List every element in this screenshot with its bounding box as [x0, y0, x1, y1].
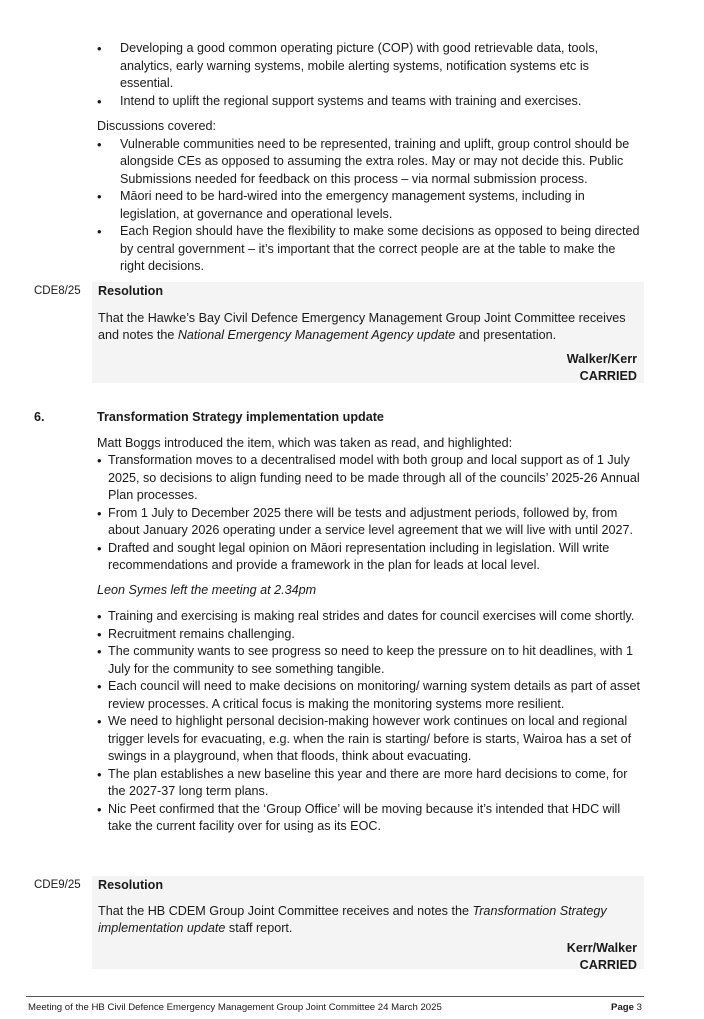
list-item: • Intend to uplift the regional support systems and teams with training and exercises. — [97, 93, 642, 111]
resolution-heading: Resolution — [98, 284, 164, 298]
footer-meeting-title: Meeting of the HB Civil Defence Emergency Management Group Joint Committee 24 March 2025 — [28, 1002, 442, 1013]
section-6 — [97, 409, 642, 836]
discussions-block — [97, 118, 642, 276]
page-number: Page 3 — [611, 1002, 642, 1013]
carried-status: CARRIED — [579, 958, 637, 972]
resolution-ref: CDE9/25 — [34, 879, 81, 891]
footer-divider — [26, 996, 644, 997]
section-bullet-list-b — [97, 608, 642, 836]
resolution-heading: Resolution — [98, 878, 164, 892]
list-item: • Recruitment remains challenging. — [97, 626, 642, 644]
list-item: • Vulnerable communities need to be represented, training and uplift, group control should be alongside CEs as opposed to assuming the extra roles. May or may not decide this. Public Submissions needed for feedback on this process – via normal submission process. — [97, 136, 642, 189]
list-item: • Drafted and sought legal opinion on Māori representation including in legislation. Will write recommendations and provide a framework in the plan for leads at local level. — [97, 540, 642, 575]
list-item: • From 1 July to December 2025 there will be tests and adjustment periods, followed by, from about January 2026 operating under a service level agreement that we will live with until 2027. — [97, 505, 642, 540]
top-bullet-list — [97, 40, 642, 110]
list-item: • We need to highlight personal decision-making however work continues on local and regional trigger levels for evacuating, e.g. when the rain is starting/ before is starts, Wairoa has a set of swings in a playground, when that floods, think about evacuating. — [97, 713, 642, 766]
list-item: • Each Region should have the flexibility to make some decisions as opposed to being directed by central government – it’s important that the correct people are at the table to make the right decisions. — [97, 223, 642, 276]
list-item: • The plan establishes a new baseline this year and there are more hard decisions to come, for the 2027-37 long term plans. — [97, 766, 642, 801]
resolution-box — [92, 282, 644, 383]
section-title: Transformation Strategy implementation update — [97, 410, 384, 424]
discussion-bullet-list — [97, 136, 642, 276]
top-bullet-block — [97, 40, 642, 110]
section-number: 6. — [34, 410, 45, 424]
discussions-label: Discussions covered: — [97, 119, 216, 133]
resolution-italic-title: Transformation Strategy implementation update — [98, 903, 607, 935]
resolution-box — [92, 876, 644, 972]
resolution-italic-title: National Emergency Management Agency update — [177, 328, 456, 342]
resolution-text: That the HB CDEM Group Joint Committee receives and notes the Transformation Strategy implementation update staff report. — [98, 903, 607, 935]
movers: Kerr/Walker — [566, 940, 637, 955]
list-item: • Developing a good common operating picture (COP) with good retrievable data, tools, analytics, early warning systems, mobile alerting systems, notification systems etc is essential. — [97, 40, 642, 93]
list-item: • Each council will need to make decisions on monitoring/ warning system details as part of asset review processes. A critical focus is making the monitoring systems more resilient. — [97, 678, 642, 713]
carried-status: CARRIED — [579, 369, 637, 383]
list-item: • Training and exercising is making real strides and dates for council exercises will come shortly. — [97, 608, 642, 626]
section-bullet-list-a — [97, 452, 642, 575]
movers: Walker/Kerr — [566, 351, 637, 366]
resolution-ref: CDE8/25 — [34, 285, 81, 297]
attendance-note: Leon Symes left the meeting at 2.34pm — [97, 582, 317, 597]
list-item: • Māori need to be hard-wired into the emergency management systems, including in legislation, at governance and operational levels. — [97, 188, 642, 223]
list-item: • Transformation moves to a decentralised model with both group and local support as of 1 July 2025, so decisions to align funding need to be made through all of the councils’ 2025-26 Annual Plan processes. — [97, 452, 642, 505]
list-item: • Nic Peet confirmed that the ‘Group Office’ will be moving because it’s intended that HDC will take the current facility over for using as its EOC. — [97, 801, 642, 836]
section-intro: Matt Boggs introduced the item, which was taken as read, and highlighted: — [97, 435, 513, 450]
resolution-text: That the Hawke’s Bay Civil Defence Emergency Management Group Joint Committee receives and notes the National Emergency Management Agency update and presentation. — [98, 310, 626, 342]
list-item: • The community wants to see progress so need to keep the pressure on to hit deadlines, with 1 July for the community to see something tangible. — [97, 643, 642, 678]
